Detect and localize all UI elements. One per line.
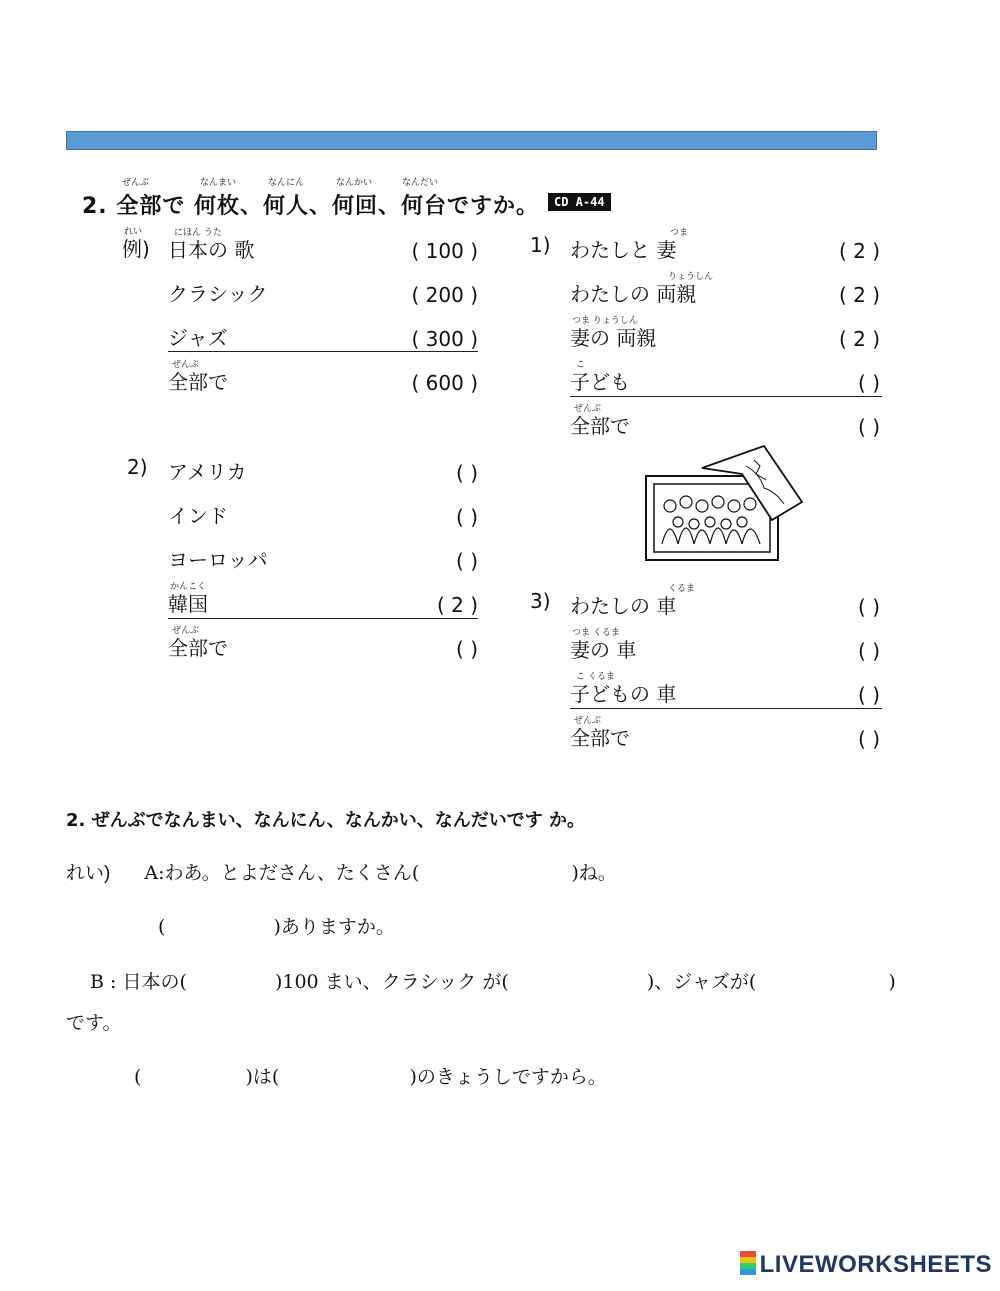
q2-row-4-ruby: かんこく <box>170 582 207 592</box>
exercise-line-2-open: ( <box>158 916 166 938</box>
q2-total-rule <box>168 618 478 619</box>
header-bar <box>66 131 877 150</box>
exercise-line-1-end: )ね。 <box>571 862 617 884</box>
q1-row-5-answer: ( ) <box>858 415 880 439</box>
q3-row-2-answer: ( ) <box>858 639 880 663</box>
q1-marker: 1) <box>530 233 551 257</box>
logo-mark-icon <box>740 1251 756 1275</box>
q1-row-4-ruby: こ <box>576 360 586 370</box>
example-row-3 <box>168 321 478 351</box>
q3-marker: 3) <box>530 589 551 613</box>
q3-row-1-ruby: くるま <box>668 584 696 594</box>
q3-row-3-ruby: こ くるま <box>576 672 615 682</box>
q3-row-3 <box>570 672 880 707</box>
q1-row-3-ruby: つま りょうしん <box>572 316 638 326</box>
example-row-3-label: ジャズ <box>168 326 228 350</box>
q1-row-5-label: 全部で <box>570 414 630 438</box>
q2-row-2 <box>168 499 478 529</box>
q1-row-3-label: 妻の 両親 <box>570 326 657 350</box>
q1-row-1-answer: ( 2 ) <box>838 239 880 263</box>
q1-row-4-answer: ( ) <box>858 371 880 395</box>
exercise-line-2 <box>158 912 395 939</box>
exercise-line-3-mid2: )、ジャズが( <box>646 971 757 993</box>
exercise-line-5-open: ( <box>134 1066 142 1088</box>
heading-ruby-2: なんまい <box>200 178 237 188</box>
q2-row-5-ruby: ぜんぶ <box>172 626 200 636</box>
exercise-line-4: です。 <box>66 1012 122 1034</box>
example-row-2-answer: ( 200 ) <box>411 283 478 307</box>
q3-row-4-answer: ( ) <box>858 727 880 751</box>
q3-row-3-label: 子どもの 車 <box>570 682 677 706</box>
logo-text: LIVEWORKSHEETS <box>759 1251 992 1278</box>
q2-row-5 <box>168 626 478 661</box>
q3-row-1 <box>570 584 880 619</box>
q2-row-5-answer: ( ) <box>456 637 478 661</box>
exercise-line-3-start: B : 日本の( <box>90 971 187 993</box>
q1-row-2-ruby: りょうしん <box>668 272 714 282</box>
exercise-line-1-text: A:わあ。とよださん、たくさん( <box>144 862 420 884</box>
cd-track-badge: CD A-44 <box>548 193 611 211</box>
example-row-4-ruby: ぜんぶ <box>172 360 200 370</box>
exercise-line-3 <box>90 967 896 994</box>
example-row-2-label: クラシック <box>168 282 268 306</box>
q3-row-4-label: 全部で <box>570 726 630 750</box>
q3-row-4 <box>570 716 880 751</box>
heading-text: 2. 全部で 何枚、何人、何回、何台ですか。 <box>82 194 539 219</box>
q1-row-2-label: わたしの 両親 <box>570 282 697 306</box>
exercise-line-2-text: )ありますか。 <box>273 916 395 938</box>
q2-row-4-answer: ( 2 ) <box>436 593 478 617</box>
example-total-rule <box>168 351 478 352</box>
q3-total-rule <box>570 708 882 709</box>
q3-row-2-ruby: つま くるま <box>572 628 620 638</box>
q2-row-1-label: アメリカ <box>168 460 247 484</box>
q1-row-3-answer: ( 2 ) <box>838 327 880 351</box>
exercise-title: 2. ぜんぶでなんまい、なんにん、なんかい、なんだいです か。 <box>66 810 585 831</box>
q1-row-4-label: 子ども <box>570 370 630 394</box>
q2-row-2-answer: ( ) <box>456 505 478 529</box>
q1-row-2-answer: ( 2 ) <box>838 283 880 307</box>
q1-row-1-ruby: つま <box>670 228 689 238</box>
family-photo-illustration <box>642 444 807 566</box>
heading-ruby-5: なんだい <box>402 178 439 188</box>
q2-row-3 <box>168 543 478 573</box>
example-row-4 <box>168 360 478 395</box>
example-row-1 <box>168 228 478 263</box>
q1-row-1 <box>570 228 880 263</box>
q1-total-rule <box>570 396 882 397</box>
q1-row-5-ruby: ぜんぶ <box>574 404 602 414</box>
exercise-heading <box>82 178 539 220</box>
example-row-1-ruby: にほん うた <box>174 228 222 238</box>
example-row-4-label: 全部で <box>168 370 228 394</box>
q3-row-1-answer: ( ) <box>858 595 880 619</box>
q2-row-4 <box>168 582 478 617</box>
exercise-line-1 <box>66 858 617 885</box>
q1-row-1-label: わたしと 妻 <box>570 238 677 262</box>
q1-row-3 <box>570 316 880 351</box>
q1-row-4 <box>570 360 880 395</box>
q2-row-5-label: 全部で <box>168 636 228 660</box>
q3-row-4-ruby: ぜんぶ <box>574 716 602 726</box>
example-marker-ruby: れい <box>124 227 143 237</box>
q3-row-2 <box>570 628 880 663</box>
exercise-line-3-mid: )100 まい、クラシック が( <box>274 971 509 993</box>
q2-row-2-label: インド <box>168 504 228 528</box>
q3-row-3-answer: ( ) <box>858 683 880 707</box>
liveworksheets-logo <box>740 1251 992 1279</box>
q2-row-1 <box>168 455 478 485</box>
exercise-example-marker: れい) <box>66 863 111 884</box>
exercise-line-5 <box>134 1062 607 1089</box>
q2-row-3-label: ヨーロッパ <box>168 548 268 572</box>
example-row-4-answer: ( 600 ) <box>411 371 478 395</box>
heading-ruby-4: なんかい <box>336 178 373 188</box>
q3-row-1-label: わたしの 車 <box>570 594 677 618</box>
example-marker: 例) <box>122 237 150 261</box>
example-row-1-label: 日本の 歌 <box>168 238 255 262</box>
example-row-2 <box>168 277 478 307</box>
q2-marker: 2) <box>127 455 148 479</box>
exercise-line-5-mid: )は( <box>245 1066 280 1088</box>
q3-row-2-label: 妻の 車 <box>570 638 637 662</box>
exercise-line-3-close: ) <box>888 971 896 993</box>
q2-row-3-answer: ( ) <box>456 549 478 573</box>
q1-row-2 <box>570 272 880 307</box>
q1-row-5 <box>570 404 880 439</box>
exercise-line-5-end: )のきょうしですから。 <box>409 1066 607 1088</box>
example-row-3-answer: ( 300 ) <box>411 327 478 351</box>
example-row-1-answer: ( 100 ) <box>411 239 478 263</box>
q2-row-1-answer: ( ) <box>456 461 478 485</box>
heading-ruby-1: ぜんぶ <box>122 178 150 188</box>
q2-row-4-label: 韓国 <box>168 592 208 616</box>
heading-ruby-3: なんにん <box>268 178 305 188</box>
